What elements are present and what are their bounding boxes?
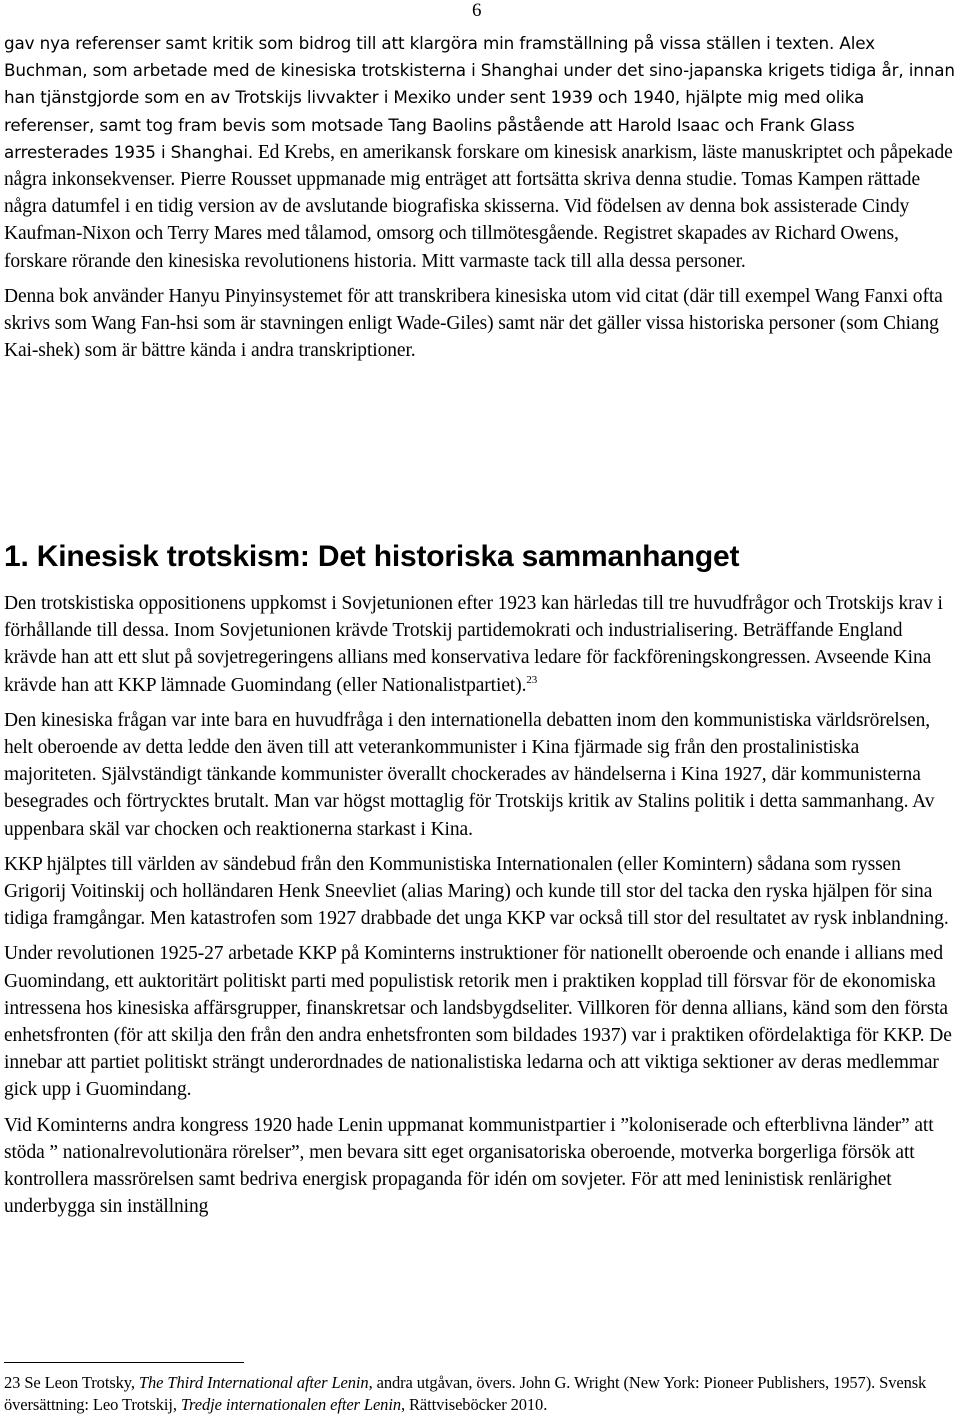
transcription-paragraph: Denna bok använder Hanyu Pinyinsystemet för att transkribera kinesiska utom vid citat (där till exempel Wang Fanxi ofta skrivs som Wang Fan-hsi som är stavningen enligt Wade-Giles) samt när det gäller vissa historiska personer (som Chiang Kai-shek) som är bättre kända i andra transkriptioner. <box>4 285 943 362</box>
footnote-title-english: The Third International after Lenin <box>138 1373 369 1392</box>
footnote-number: 23 <box>4 1373 21 1392</box>
intro-section <box>4 30 956 364</box>
footnote-text-b: , andra utgåvan, övers. John G. Wright (New York: Pioneer Publishers, 1957). Svensk översättning: Leo Trotskij, <box>4 1373 927 1414</box>
chapter-paragraph-3: KKP hjälptes till världen av sändebud från den Kommunistiska Internationalen (eller Komintern) sådana som ryssen Grigorij Voitinskij och holländaren Henk Sneevliet (alias Maring) och kunde till stor del tacka den ryska hjälpen för sina tidiga framgångar. Men katastrofen som 1927 drabbade det unga KKP var också till stor del resultatet av rysk inblandning. <box>4 853 949 930</box>
footnote-divider <box>4 1362 244 1363</box>
acknowledgements-text-serif: Ed Krebs, en amerikansk forskare om kinesisk anarkism, läste manuskriptet och påpekade några inkonsekvenser. Pierre Rousset uppmanade mig enträget att fortsätta skriva denna studie. Tomas Kampen rättade några datumfel i en tidig version av de avslutande biografiska skisserna. Vid födelsen av denna bok assisterade Cindy Kaufman-Nixon och Terry Mares med tålamod, omsorg och tillmötesgående. Registret skapades av Richard Owens, forskare rörande den kinesiska revolutionens historia. Mitt varmaste tack till alla dessa personer. <box>4 141 953 272</box>
footnote-text-c: , Rättviseböcker 2010. <box>400 1395 548 1414</box>
chapter-paragraph-2: Den kinesiska frågan var inte bara en huvudfråga i den internationella debatten inom den kommunistiska världsrörelsen, helt oberoende av detta ledde den även till att veterankommunister i Kina fjärmade sig från den prostalinistiska majoriteten. Självständigt tänkande kommunister överallt chockerades av händelserna i Kina 1927, där kommunisterna besegrades och förtrycktes brutalt. Man var högst mottaglig för Trotskijs kritik av Stalins politik i detta sammanhang. Av uppenbara skäl var chocken och reaktionerna starkast i Kina. <box>4 709 935 840</box>
acknowledgements-paragraph <box>4 30 956 275</box>
footnote <box>4 1372 956 1416</box>
chapter-paragraph-4: Under revolutionen 1925-27 arbetade KKP på Kominterns instruktioner för nationellt oberoende och enande i allians med Guomindang, ett auktoritärt politiskt parti med populistisk retorik men i praktiken kopplad till försvar för de ekonomiska intressena hos kinesiska affärsgrupper, finanskretsar och landsbygdseliter. Villkoren för denna allians, känd som den första enhetsfronten (för att skilja den från den andra enhetsfronten som bildades 1937) var i praktiken ofördelaktiga för KKP. De innebar att partiet politiskt strängt underordnades de nationalistiska ledarna och att viktiga sektioner av deras medlemmar gick upp i Guomindang. <box>4 943 952 1101</box>
chapter-paragraph-1 <box>4 590 956 699</box>
page-number: 6 <box>472 0 482 21</box>
chapter-heading: 1. Kinesisk trotskism: Det historiska sammanhanget <box>4 540 740 573</box>
chapter-body <box>4 590 956 1220</box>
footnote-reference[interactable]: 23 <box>526 673 538 686</box>
chapter-paragraph-1-text: Den trotskistiska oppositionens uppkomst i Sovjetunionen efter 1923 kan härledas till tre huvudfrågor och Trotskijs krav i förhållande till dessa. Inom Sovjetunionen krävde Trotskij partidemokrati och industrialisering. Beträffande England krävde han att ett slut på sovjetregeringens allians med konservativa ledare för fackföreningskongressen. Avseende Kina krävde han att KKP lämnade Guomindang (eller Nationalistpartiet). <box>4 593 943 696</box>
footnote-text-a: Se Leon Trotsky, <box>20 1373 139 1392</box>
acknowledgements-text-sans: gav nya referenser samt kritik som bidrog till att klargöra min framställning på vissa ställen i texten. Alex Buchman, som arbetade med de kinesiska trotskisterna i Shanghai under det sino-japanska krigets tidiga år, innan han tjänstgjorde som en av Trotskijs livvakter i Mexiko under sent 1939 och 1940, hjälpte mig med olika referenser, samt tog fram bevis som motsade Tang Baolins påstående att Harold Isaac och Frank Glass arresterades 1935 i Shanghai. <box>4 33 955 162</box>
footnote-title-swedish: Tredje internationalen efter Lenin <box>180 1395 401 1414</box>
chapter-paragraph-5: Vid Kominterns andra kongress 1920 hade Lenin uppmanat kommunistpartier i ”koloniserade och efterblivna länder” att stöda ” nationalrevolutionära rörelser”, men bevara sitt eget organisatoriska oberoende, motverka borgerliga försök att kontrollera massrörelsen samt bedriva energisk propaganda för idén om sovjeter. För att med leninistisk renlärighet underbygga sin inställning <box>4 1114 934 1218</box>
